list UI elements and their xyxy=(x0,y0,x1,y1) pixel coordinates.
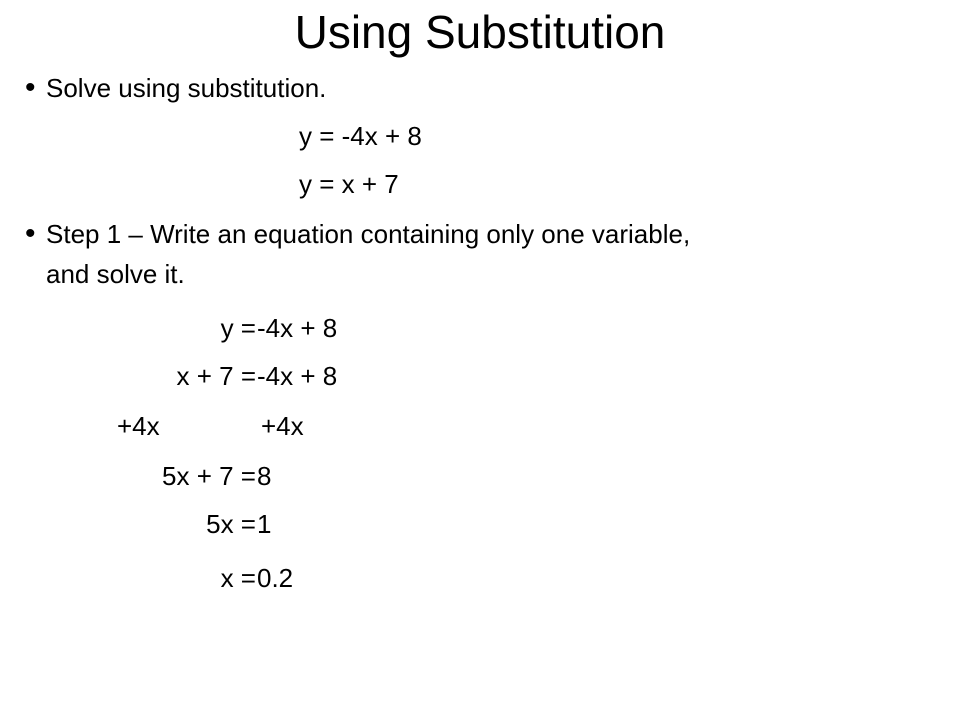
work-row-5-rhs: 1 xyxy=(257,509,272,539)
step-1-instruction-line-1: Step 1 – Write an equation containing only one variable, xyxy=(46,219,691,249)
work-row-6-rhs: 0.2 xyxy=(257,563,294,593)
work-row-1-rhs: -4x + 8 xyxy=(257,313,338,343)
work-row-5-lhs: 5x = xyxy=(206,509,256,539)
work-row-2-rhs: -4x + 8 xyxy=(257,361,338,391)
bullet-marker: • xyxy=(25,71,36,104)
system-equation-1: y = -4x + 8 xyxy=(299,121,422,151)
work-row-1-lhs: y = xyxy=(220,313,256,343)
step-1-instruction-line-2: and solve it. xyxy=(46,259,185,289)
slide-title: Using Substitution xyxy=(294,6,666,58)
work-row-3-lhs: +4x xyxy=(117,411,160,441)
work-row-4-lhs: 5x + 7 = xyxy=(162,461,256,491)
system-equation-2: y = x + 7 xyxy=(299,169,399,199)
bullet-solve-instruction: Solve using substitution. xyxy=(46,73,327,103)
work-row-4-rhs: 8 xyxy=(257,461,272,491)
work-row-2-lhs: x + 7 = xyxy=(176,361,256,391)
work-row-3-rhs: +4x xyxy=(261,411,304,441)
bullet-marker: • xyxy=(25,217,36,250)
work-row-6-lhs: x = xyxy=(220,563,256,593)
